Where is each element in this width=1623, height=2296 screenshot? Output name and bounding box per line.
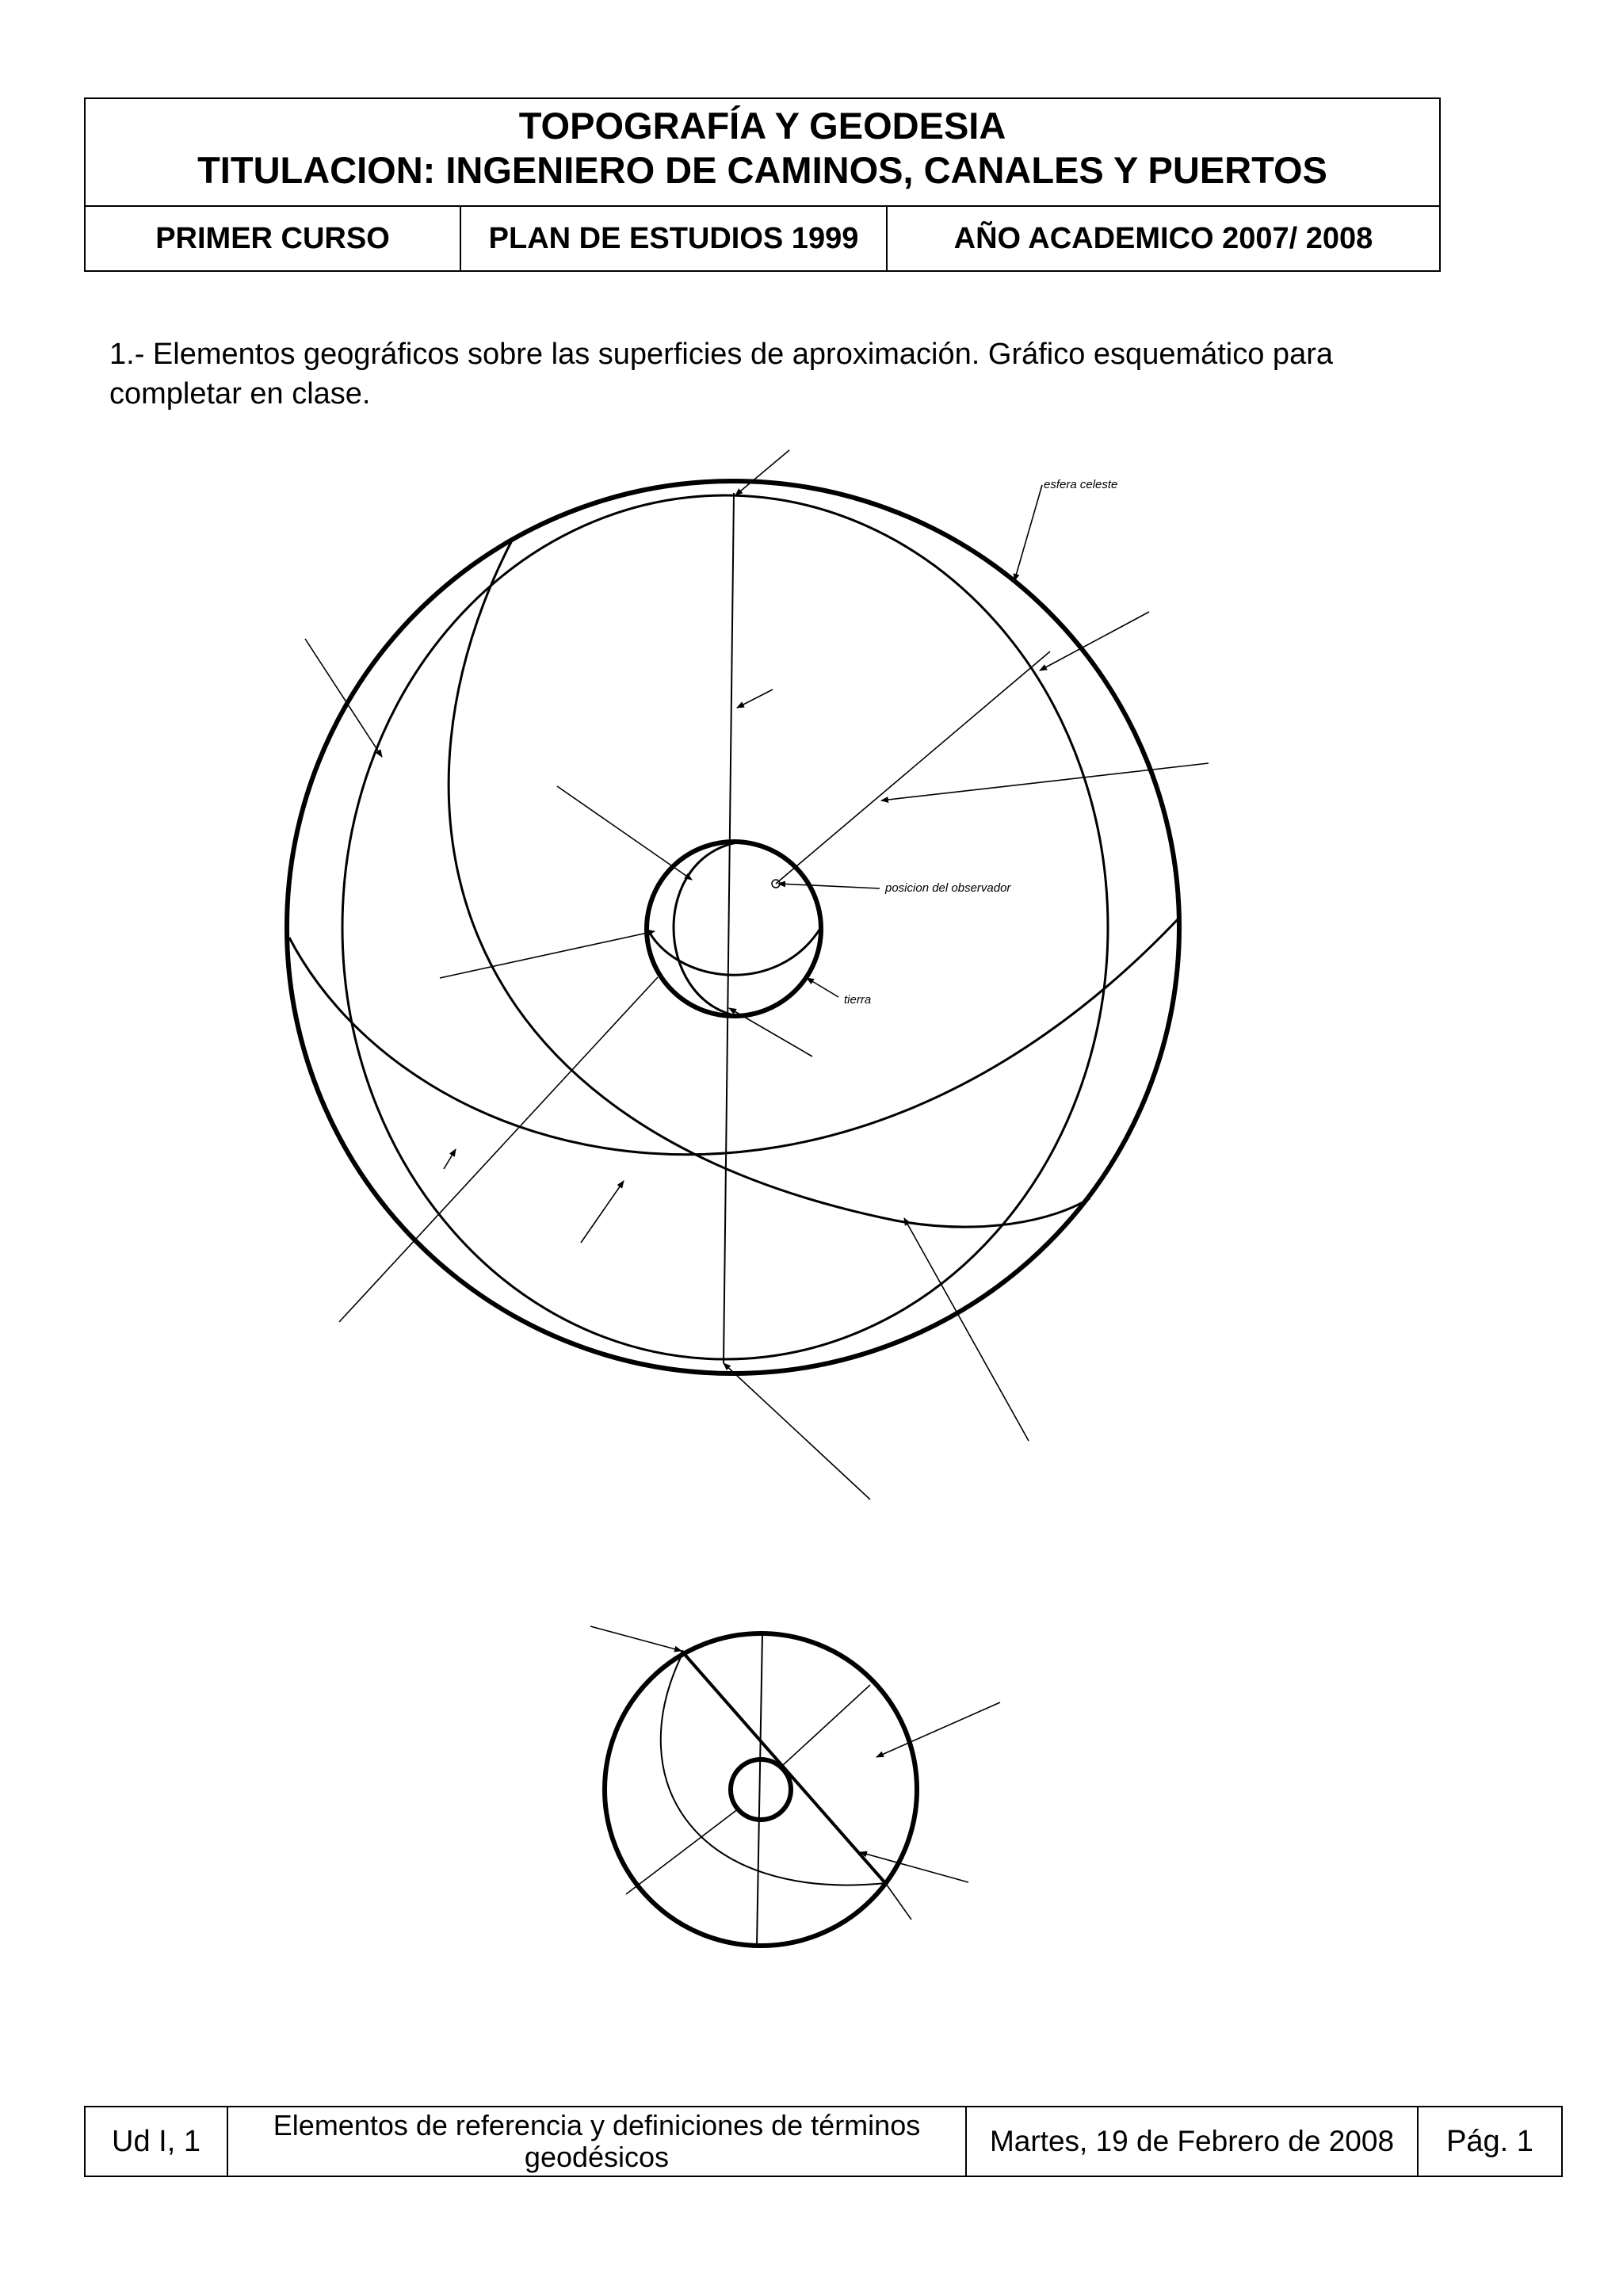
pointer-lower-right <box>860 1852 968 1882</box>
lower-left-arrow <box>444 1149 456 1169</box>
label-earth: tierra <box>844 993 872 1007</box>
pointer-celestial-sphere <box>1014 485 1042 581</box>
earth-section-diagram <box>590 1626 1000 1946</box>
pointer-observer <box>778 884 880 888</box>
pointer-earth-left <box>440 931 655 978</box>
degree-title: TITULACION: INGENIERO DE CAMINOS, CANALES Y PUERTOS <box>197 149 1327 191</box>
footer-page: Pág. 1 <box>1446 2125 1533 2158</box>
footer-table <box>84 2106 1563 2177</box>
observer-vertical-line <box>776 651 1050 884</box>
earth-meridian-arc <box>674 842 741 1016</box>
equator-arc <box>289 918 1179 1155</box>
academic-year-cell: AÑO ACADEMICO 2007/ 2008 <box>953 221 1373 255</box>
label-celestial-sphere: esfera celeste <box>1044 478 1118 491</box>
pointer-earth-upper-left <box>557 786 692 880</box>
celestial-sphere-diagram <box>287 450 1209 1499</box>
polar-axis <box>724 493 734 1363</box>
footer-topic: Elementos de referencia y definiciones de términos geodésicos <box>228 2107 967 2176</box>
subject-title: TOPOGRAFÍA Y GEODESIA <box>518 105 1006 147</box>
plan-cell: PLAN DE ESTUDIOS 1999 <box>461 207 888 270</box>
ray-lower-left <box>626 1809 739 1894</box>
vertical-axis <box>757 1633 762 1946</box>
pointer-zenith <box>735 450 789 495</box>
ray-upper-right <box>782 1685 870 1766</box>
footer-date: Martes, 19 de Febrero de 2008 <box>967 2107 1419 2176</box>
label-observer-position: posicion del observador <box>885 881 1011 895</box>
pointer-axis <box>737 690 773 708</box>
pointer-nadir <box>724 1363 870 1499</box>
pointer-earth-lower <box>729 1008 812 1056</box>
pointer-top-left <box>590 1626 682 1651</box>
ray-bottom-right <box>886 1884 911 1920</box>
diagonal-chord <box>682 1651 886 1884</box>
footer-unit: Ud I, 1 <box>86 2107 228 2176</box>
course-cell: PRIMER CURSO <box>86 207 461 270</box>
pointer-earth <box>807 978 838 997</box>
section-arc <box>661 1652 886 1885</box>
pointer-equator <box>581 1181 624 1243</box>
inner-circle <box>731 1759 791 1820</box>
pointer-left-top <box>305 639 382 757</box>
question-text: 1.- Elementos geográficos sobre las superficies de aproximación. Gráfico esquemático para completar en clase. <box>109 338 1333 411</box>
